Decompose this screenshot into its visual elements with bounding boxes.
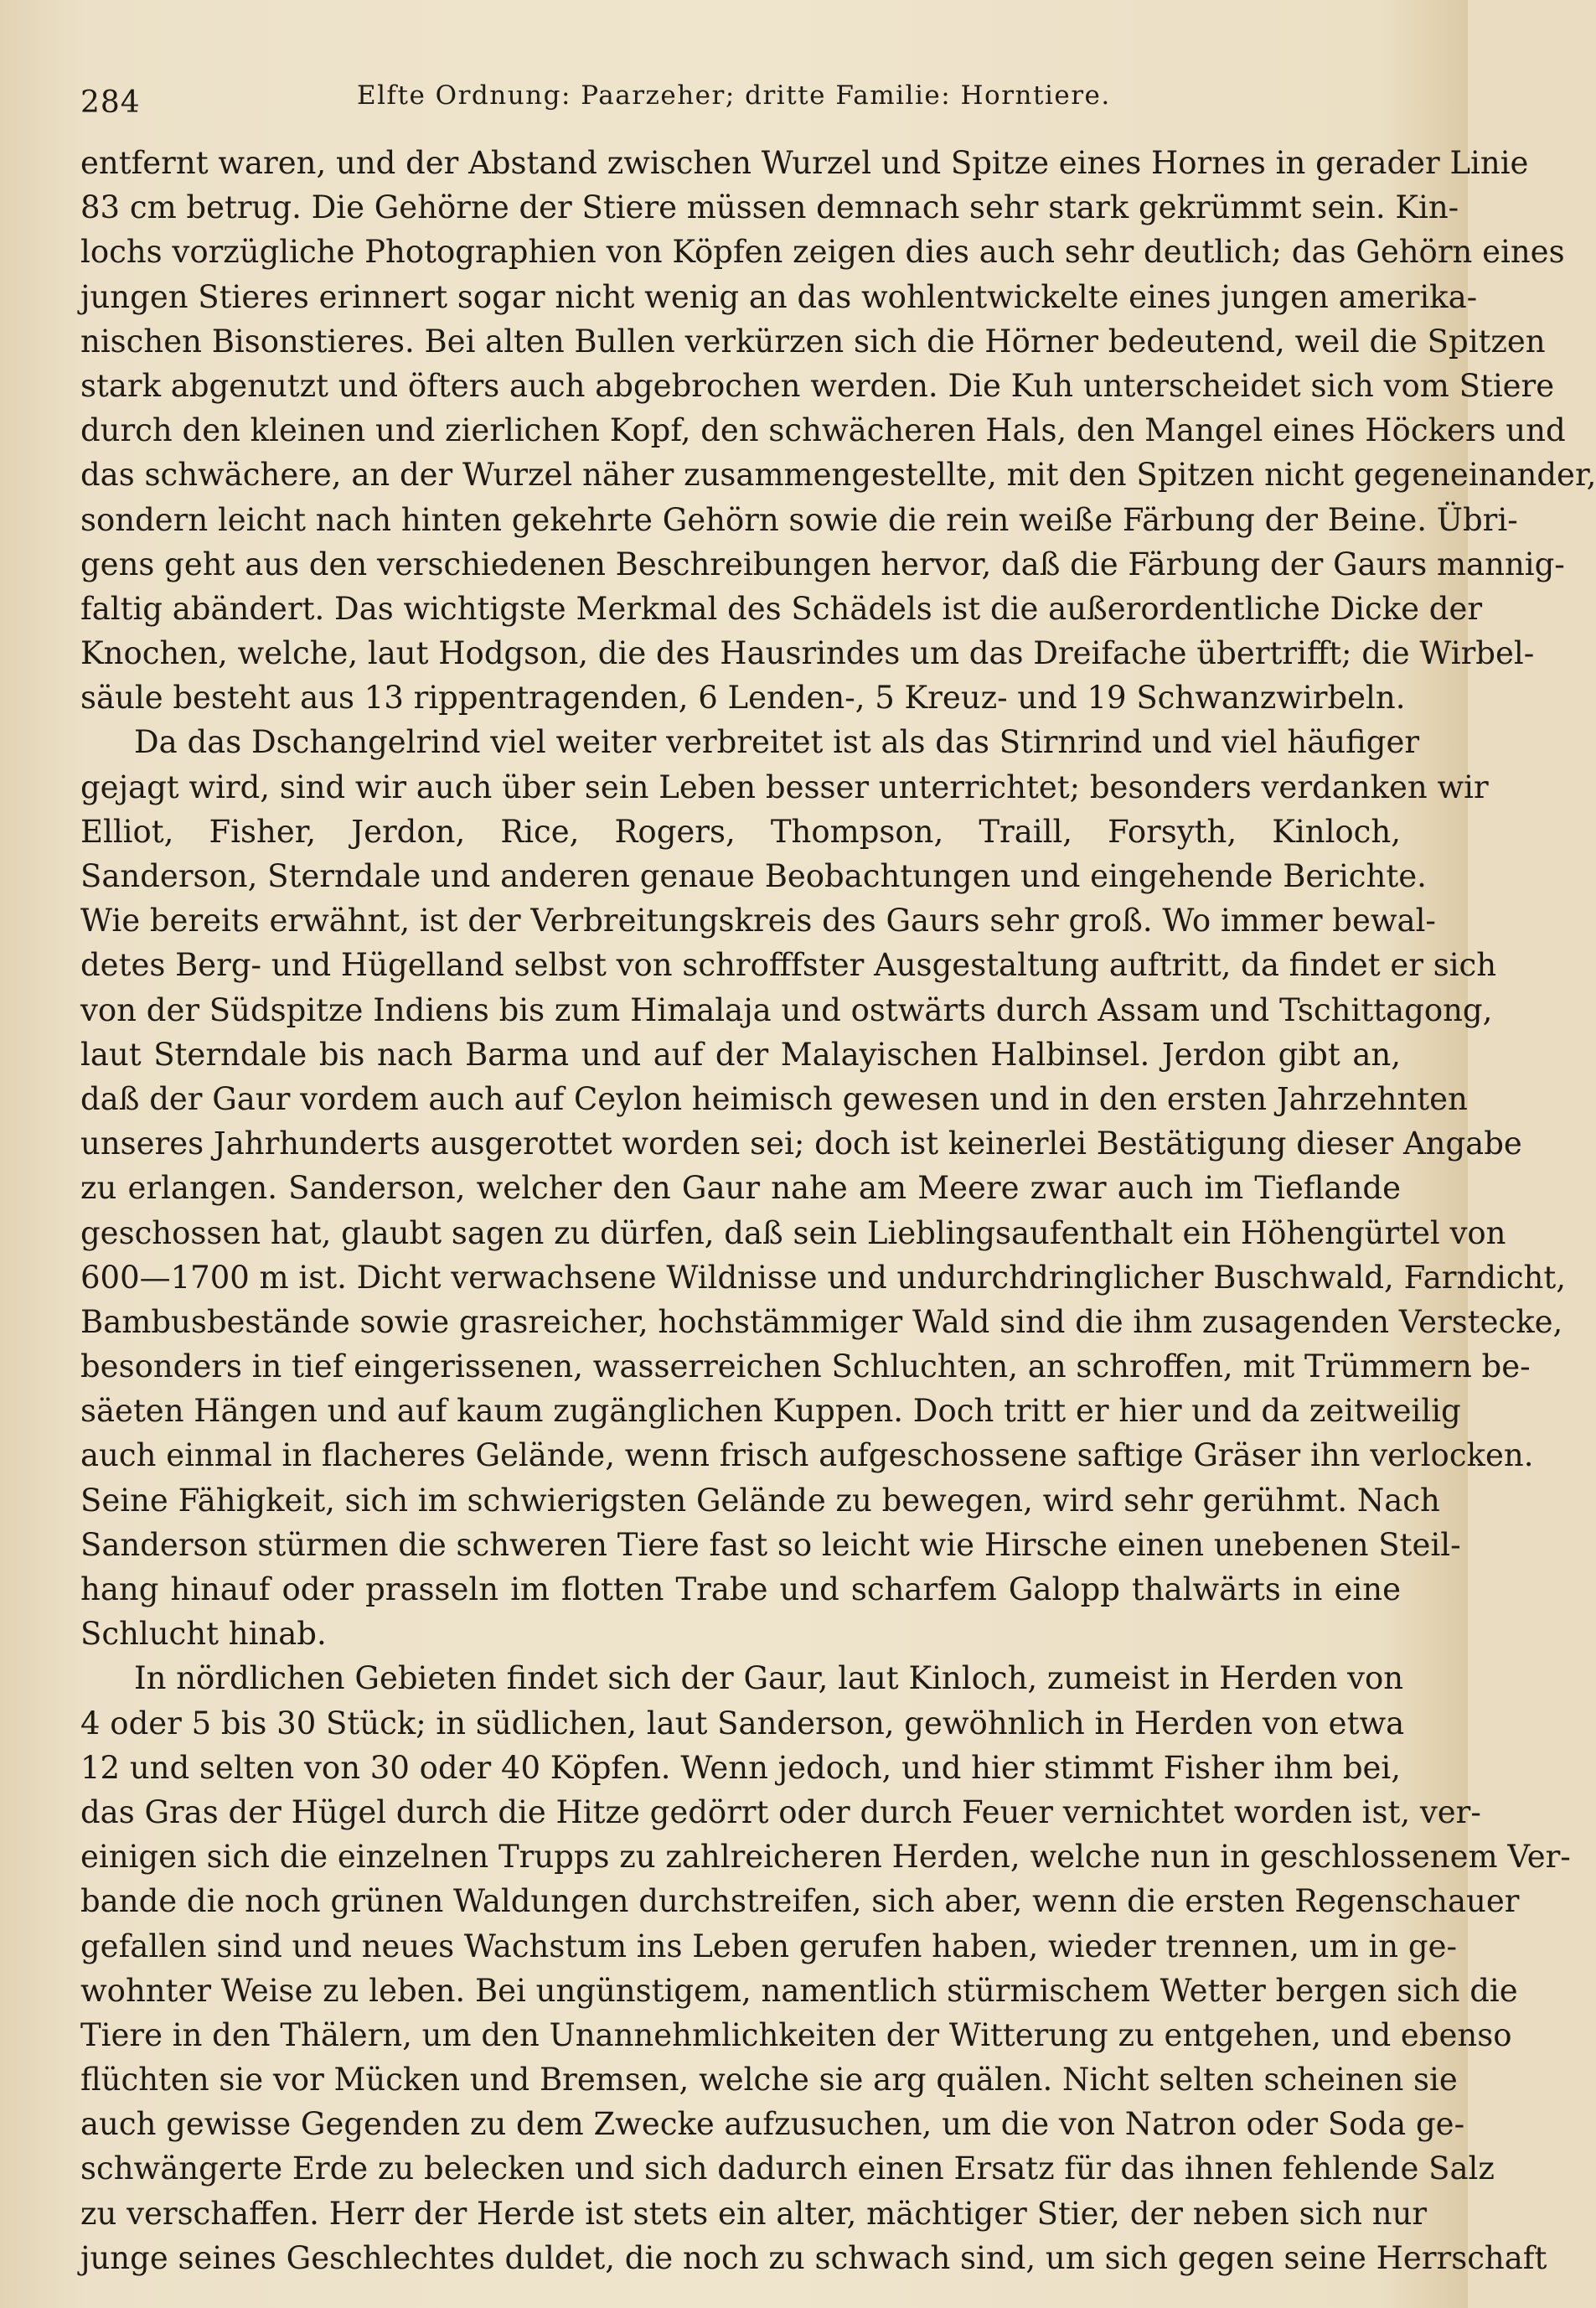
text-line: bande die noch grünen Waldungen durchstreifen, sich aber, wenn die ersten Regenschauer — [80, 1883, 1520, 1920]
text-line: Sanderson stürmen die schweren Tiere fast so leicht wie Hirsche einen unebenen Steil- — [80, 1526, 1461, 1563]
text-line: gens geht aus den verschiedenen Beschreibungen hervor, daß die Färbung der Gaurs mannig- — [80, 546, 1565, 582]
text-line: lochs vorzügliche Photographien von Köpfen zeigen dies auch sehr deutlich; das Gehörn eines — [80, 234, 1565, 271]
text-line: von der Südspitze Indiens bis zum Himalaja und ostwärts durch Assam und Tschittagong, — [80, 991, 1493, 1028]
text-line: das Gras der Hügel durch die Hitze gedörrt oder durch Feuer vernichtet worden ist, ver- — [80, 1793, 1481, 1830]
text-line: schwängerte Erde zu belecken und sich dadurch einen Ersatz für das ihnen fehlende Salz — [80, 2150, 1495, 2187]
text-line: 600—1700 m ist. Dicht verwachsene Wildnisse und undurchdringlicher Buschwald, Farndicht, — [80, 1259, 1567, 1296]
text-line: auch einmal in flacheres Gelände, wenn frisch aufgeschossene saftige Gräser ihn verlocken. — [80, 1437, 1534, 1474]
text-line: Tiere in den Thälern, um den Unannehmlichkeiten der Witterung zu entgehen, und ebenso — [80, 2016, 1512, 2053]
text-line: jungen Stieres erinnert sogar nicht wenig an das wohlentwickelte eines jungen amerika- — [80, 278, 1478, 315]
text-line: 4 oder 5 bis 30 Stück; in südlichen, laut Sanderson, gewöhnlich in Herden von etwa — [80, 1705, 1405, 1741]
text-line: säule besteht aus 13 rippentragenden, 6 Lenden-, 5 Kreuz- und 19 Schwanzwirbeln. — [80, 680, 1406, 717]
text-line: daß der Gaur vordem auch auf Ceylon heimisch gewesen und in den ersten Jahrzehnten — [80, 1080, 1468, 1117]
text-line: Seine Fähigkeit, sich im schwierigsten Gelände zu bewegen, wird sehr gerühmt. Nach — [80, 1482, 1440, 1519]
text-line: Da das Dschangelrind viel weiter verbreitet ist als das Stirnrind und viel häufiger — [134, 724, 1420, 761]
text-line: gefallen sind und neues Wachstum ins Leben gerufen haben, wieder trennen, um in ge- — [80, 1928, 1457, 1964]
text-line: gejagt wird, sind wir auch über sein Leben besser unterrichtet; besonders verdanken wir — [80, 768, 1489, 805]
text-line: stark abgenutzt und öfters auch abgebrochen werden. Die Kuh unterscheidet sich vom Stiere — [80, 367, 1555, 404]
text-line: zu verschaffen. Herr der Herde ist stets ein alter, mächtiger Stier, der neben sich nur — [80, 2195, 1428, 2232]
text-line: säeten Hängen und auf kaum zugänglichen Kuppen. Doch tritt er hier und da zeitweilig — [80, 1393, 1461, 1430]
text-line: einigen sich die einzelnen Trupps zu zahlreicheren Herden, welche nun in geschlossenem Ver- — [80, 1839, 1571, 1876]
text-line: junge seines Geschlechtes duldet, die noch zu schwach sind, um sich gegen seine Herrschaft — [80, 2239, 1547, 2276]
text-line: Knochen, welche, laut Hodgson, die des Hausrindes um das Dreifache übertrifft; die Wirbel- — [80, 635, 1535, 672]
text-line: Bambusbestände sowie grasreicher, hochstämmiger Wald sind die ihm zusagenden Verstecke, — [80, 1303, 1563, 1340]
text-line: wohnter Weise zu leben. Bei ungünstigem, namentlich stürmischem Wetter bergen sich die — [80, 1972, 1518, 2009]
page-header — [80, 80, 1401, 131]
body-text — [80, 141, 1596, 2280]
text-line: zu erlangen. Sanderson, welcher den Gaur nahe am Meere zwar auch im Tieflande — [80, 1170, 1401, 1207]
running-head: Elfte Ordnung: Paarzeher; dritte Familie: Horntiere. — [357, 80, 1111, 111]
text-line: durch den kleinen und zierlichen Kopf, den schwächeren Hals, den Mangel eines Höckers und — [80, 412, 1566, 449]
text-line: entfernt waren, und der Abstand zwischen Wurzel und Spitze eines Hornes in gerader Linie — [80, 145, 1529, 181]
text-line: Sanderson, Sterndale und anderen genaue Beobachtungen und eingehende Berichte. — [80, 858, 1427, 894]
text-line: sondern leicht nach hinten gekehrte Gehörn sowie die rein weiße Färbung der Beine. Übri- — [80, 501, 1518, 538]
text-line: Wie bereits erwähnt, ist der Verbreitungskreis des Gaurs sehr groß. Wo immer bewal- — [80, 903, 1436, 939]
text-line: faltig abändert. Das wichtigste Merkmal des Schädels ist die außerordentliche Dicke der — [80, 590, 1483, 627]
text-line: laut Sterndale bis nach Barma und auf der Malayischen Halbinsel. Jerdon gibt an, — [80, 1036, 1401, 1073]
text-line: auch gewisse Gegenden zu dem Zwecke aufzusuchen, um die von Natron oder Soda ge- — [80, 2106, 1465, 2143]
text-line: flüchten sie vor Mücken und Bremsen, welche sie arg quälen. Nicht selten scheinen sie — [80, 2062, 1458, 2098]
text-line: Schlucht hinab. — [80, 1616, 327, 1653]
text-line: hang hinauf oder prasseln im flotten Trabe und scharfem Galopp thalwärts in eine — [80, 1571, 1401, 1607]
text-line: unseres Jahrhunderts ausgerottet worden sei; doch ist keinerlei Bestätigung dieser Angabe — [80, 1126, 1522, 1162]
text-line: das schwächere, an der Wurzel näher zusammengestellte, mit den Spitzen nicht gegeneinander, — [80, 457, 1596, 494]
text-line: nischen Bisonstieres. Bei alten Bullen verkürzen sich die Hörner bedeutend, weil die Spitzen — [80, 323, 1546, 360]
text-line: besonders in tief eingerissenen, wasserreichen Schluchten, an schroffen, mit Trümmern be- — [80, 1348, 1531, 1385]
text-line: detes Berg- und Hügelland selbst von schrofffster Ausgestaltung auftritt, da findet er sich — [80, 947, 1497, 984]
text-line: In nördlichen Gebieten findet sich der Gaur, laut Kinloch, zumeist in Herden von — [134, 1660, 1404, 1697]
text-line: 12 und selten von 30 oder 40 Köpfen. Wenn jedoch, und hier stimmt Fisher ihm bei, — [80, 1749, 1402, 1786]
page-number: 284 — [80, 85, 141, 120]
text-line: 83 cm betrug. Die Gehörne der Stiere müssen demnach sehr stark gekrümmt sein. Kin- — [80, 189, 1459, 226]
text-line: Elliot, Fisher, Jerdon, Rice, Rogers, Thompson, Traill, Forsyth, Kinloch, — [80, 813, 1401, 850]
text-line: geschossen hat, glaubt sagen zu dürfen, daß sein Lieblingsaufenthalt ein Höhengürtel von — [80, 1214, 1506, 1251]
